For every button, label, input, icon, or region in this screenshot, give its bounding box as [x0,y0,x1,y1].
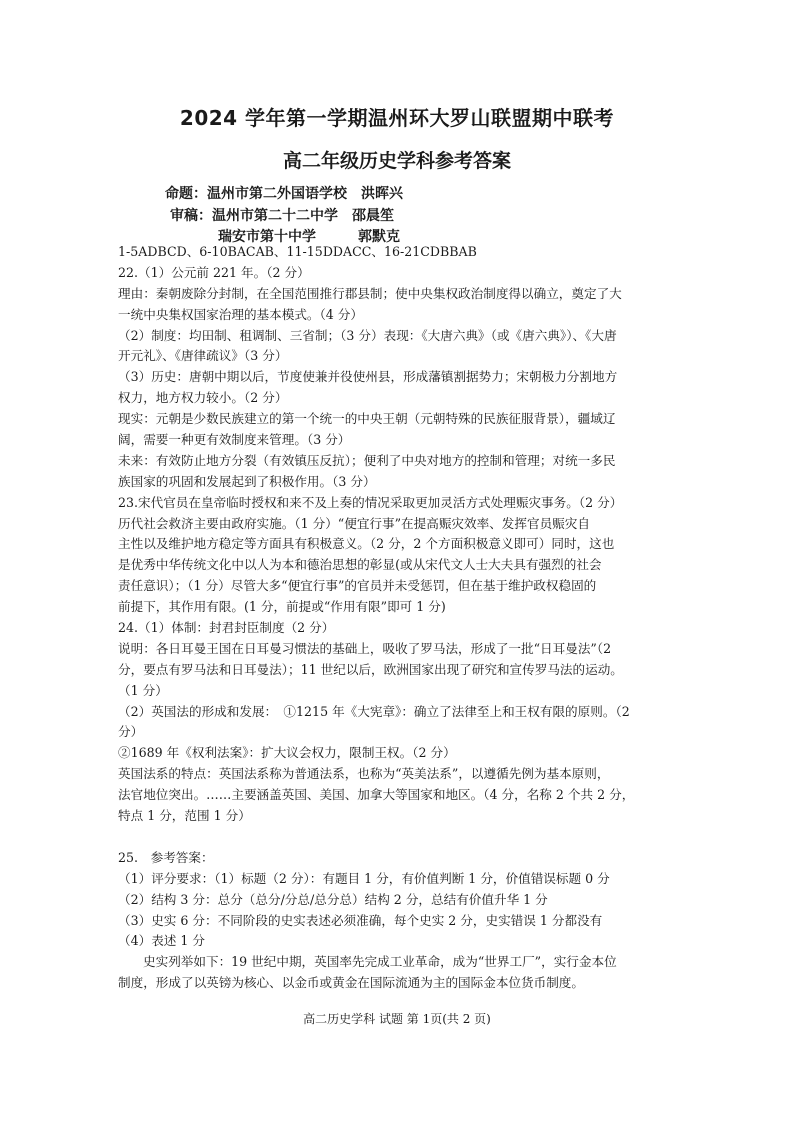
answer-line: 族国家的巩固和发展起到了积极作用。（3 分） [118,473,376,489]
answer-line: 25. 参考答案： [118,849,214,865]
answer-line: 前提下，其作用有限。(1 分，前提或“作用有限”即可 1 分) [118,599,446,615]
answer-line: 现实：元朝是少数民族建立的第一个统一的中央王朝（元朝特殊的民族征服背景），疆域辽 [118,411,616,427]
answer-line: 说明：各日耳曼王国在日耳曼习惯法的基础上，吸收了罗马法，形成了一批“日耳曼法”（2 [118,640,612,656]
answer-line: （1 分） [118,682,168,698]
answer-line: 主性以及维护地方稳定等方面具有积极意义。（2 分，2 个方面积极意义即可）同时，这也 [118,536,615,552]
answer-line: （4）表述 1 分 [118,933,206,949]
answer-line: 制度，形成了以英镑为核心、以金币或黄金在国际流通为主的国际金本位货币制度。 [118,975,584,991]
answer-line: 法官地位突出。……主要涵盖英国、美国、加拿大等国家和地区。（4 分，名称 2 个共 2 分， [118,787,635,803]
answer-line: （3）史实 6 分：不同阶段的史实表述必须准确，每个史实 2 分，史实错误 1 分都没有 [118,912,603,928]
answer-line: 特点 1 分，范围 1 分） [118,808,251,824]
answer-line: （2）制度：均田制、租调制、三省制；（3 分）表现：《大唐六典》（或《唐六典》）、《大唐 [118,327,617,343]
answer-line: （2）英国法的形成和发展： ①1215 年《大宪章》：确立了法律至上和王权有限的原则。（2 [118,703,630,719]
answer-body [118,242,688,994]
answer-line: 一统中央集权国家治理的基本模式。（4 分） [118,306,363,322]
answer-line: 24.（1）体制：封君封臣制度（2 分） [118,620,335,636]
answer-line: 权力，地方权力较小。（2 分） [118,390,288,406]
blank-line [118,827,688,848]
answer-line: 开元礼》、《唐律疏议》（3 分） [118,348,288,364]
answer-line: 23.宋代官员在皇帝临时授权和来不及上奏的情况采取更加灵活方式处理赈灾事务。（2 分） [118,494,623,510]
answer-line: 理由：秦朝废除分封制，在全国范围推行郡县制；使中央集权政治制度得以确立，奠定了大 [118,285,622,301]
answer-line: 历代社会救济主要由政府实施。（1 分）“便宜行事”在提高赈灾效率、发挥官员赈灾自 [118,515,590,531]
author-credit: 命题：温州市第二外国语学校 洪晖兴 [165,186,403,202]
reviewer-credit-2: 瑞安市第十中学 郭默克 [218,229,400,245]
answer-line: 分，要点有罗马法和日耳曼法）；11 世纪以后，欧洲国家出现了研究和宣传罗马法的运动。 [118,661,623,677]
answer-line: ②1689 年《权利法案》：扩大议会权力，限制王权。（2 分） [118,745,456,761]
page-subtitle: 高二年级历史学科参考答案 [282,150,511,172]
answer-line: 分） [118,724,144,740]
answer-line: 阔，需要一种更有效制度来管理。（3 分） [118,432,351,448]
answer-line: 史实列举如下：19 世纪中期，英国率先完成工业革命，成为“世界工厂”，实行金本位 [143,954,617,970]
answer-line: （2）结构 3 分：总分（总分/分总/总分总）结构 2 分，总结有价值升华 1 分 [118,891,548,907]
answer-line: （1）评分要求：（1）标题（2 分）：有题目 1 分，有价值判断 1 分，价值错误标题 0 分 [118,870,610,886]
page-footer: 高二历史学科 试题 第 1页(共 2 页) [303,1012,491,1026]
answer-line: 是优秀中华传统文化中以人为本和德治思想的彰显(或从宋代文人士大夫具有强烈的社会 [118,557,602,573]
answer-line: 英国法系的特点：英国法系称为普通法系，也称为“英美法系”，以遵循先例为基本原则， [118,766,610,782]
answer-line: 22.（1）公元前 221 年。（2 分） [118,264,310,280]
reviewer-credit-1: 审稿：温州市第二十二中学 邵晨笙 [170,208,394,224]
page-title: 2024 学年第一学期温州环大罗山联盟期中联考 [179,106,615,130]
answer-line: （3）历史：唐朝中期以后，节度使兼并役使州县，形成藩镇割据势力；宋朝极力分割地方 [118,369,618,385]
answer-line: 未来：有效防止地方分裂（有效镇压反抗）；便利了中央对地方的控制和管理；对统一多民 [118,452,616,468]
answer-line: 责任意识）；（1 分）尽管大多“便宜行事”的官员并未受惩罚，但在基于维护政权稳固的 [118,578,597,594]
choice-answers-line: 1-5ADBCD、6-10BACAB、11-15DDACC、16-21CDBBAB [118,244,477,259]
